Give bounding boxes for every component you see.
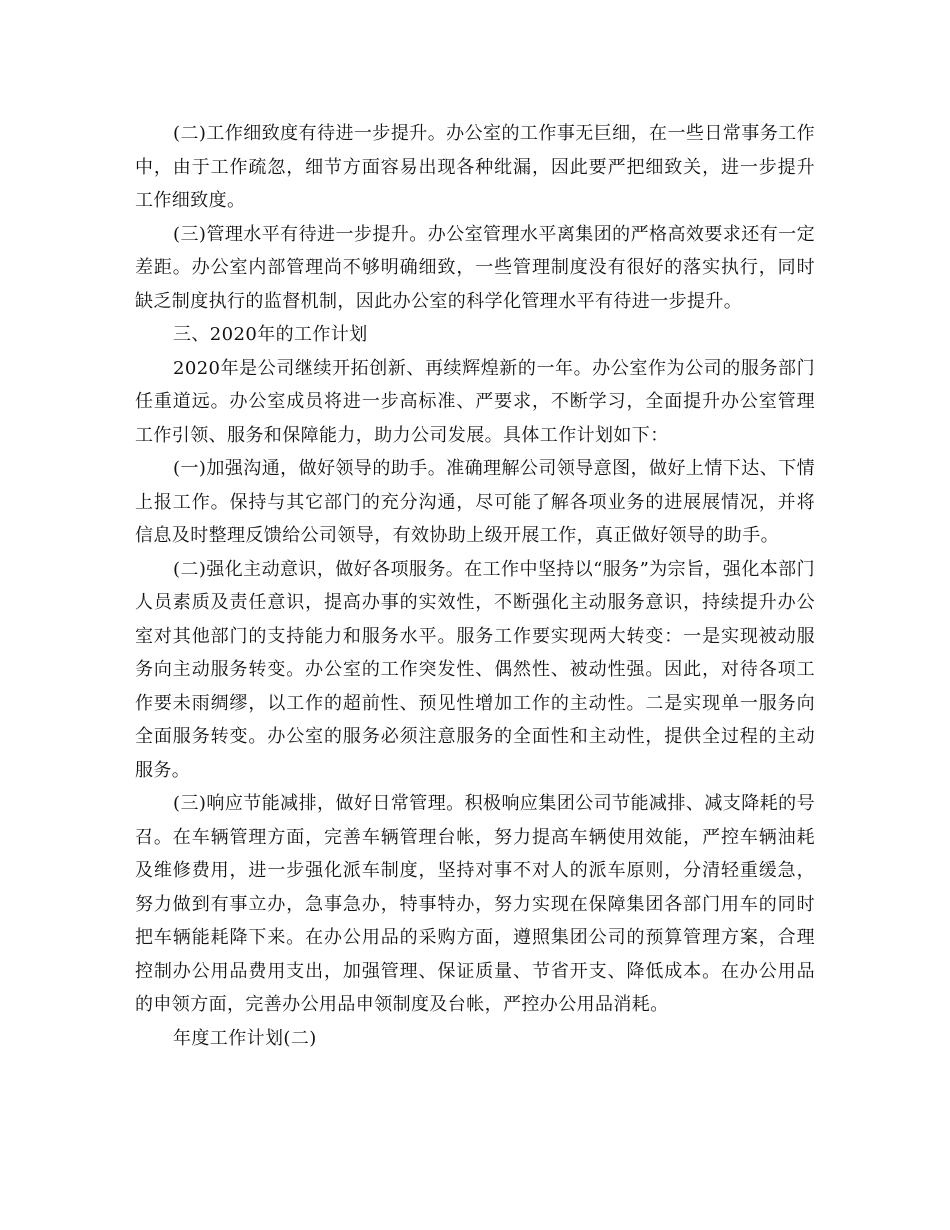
paragraph-2020-overview: 2020年是公司继续开拓创新、再续辉煌新的一年。办公室作为公司的服务部门任重道远。办公室成员将进一步高标准、严要求，不断学习，全面提升办公室管理工作引领、服务和保障能力，助力公司发展。具体工作计划如下： [135,357,815,446]
section-heading-annual-plan-2: 年度工作计划(二) [173,1027,317,1049]
paragraph-communication: (一)加强沟通，做好领导的助手。准确理解公司领导意图，做好上情下达、下情上报工作。保持与其它部门的充分沟通，尽可能了解各项业务的进展展情况，并将信息及时整理反馈给公司领导，有效协助上级开展工作，真正做好领导的助手。 [135,458,815,546]
paragraph-service-awareness: (二)强化主动意识，做好各项服务。在工作中坚持以“服务”为宗旨，强化本部门人员素质及责任意识，提高办事的实效性，不断强化主动服务意识，持续提升办公室对其他部门的支持能力和服务水平。服务工作要实现两大转变：一是实现被动服务向主动服务转变。办公室的工作突发性、偶然性、被动性强。因此，对待各项工作要未雨绸缪，以工作的超前性、预见性增加工作的主动性。二是实现单一服务向全面服务转变。办公室的服务必须注意服务的全面性和主动性，提供全过程的主动服务。 [135,558,815,781]
section-heading-2020-plan: 三、2020年的工作计划 [173,324,368,345]
paragraph-energy-saving: (三)响应节能减排，做好日常管理。积极响应集团公司节能减排、减支降耗的号召。在车辆管理方面，完善车辆管理台帐，努力提高车辆使用效能，严控车辆油耗及维修费用，进一步强化派车制度，坚持对事不对人的派车原则，分清轻重缓急，努力做到有事立办，急事急办，特事特办，努力实现在保障集团各部门用车的同时把车辆能耗降下来。在办公用品的采购方面，遵照集团公司的预算管理方案，合理控制办公用品费用支出，加强管理、保证质量、节省开支、降低成本。在办公用品的申领方面，完善办公用品申领制度及台帐，严控办公用品消耗。 [135,793,815,1015]
paragraph-management-level: (三)管理水平有待进一步提升。办公室管理水平离集团的严格高效要求还有一定差距。办公室内部管理尚不够明确细致，一些管理制度没有很好的落实执行，同时缺乏制度执行的监督机制，因此办公室的科学化管理水平有待进一步提升。 [135,223,815,312]
paragraph-detail-improvement: (二)工作细致度有待进一步提升。办公室的工作事无巨细，在一些日常事务工作中，由于工作疏忽，细节方面容易出现各种纰漏，因此要严把细致关，进一步提升工作细致度。 [135,123,815,211]
